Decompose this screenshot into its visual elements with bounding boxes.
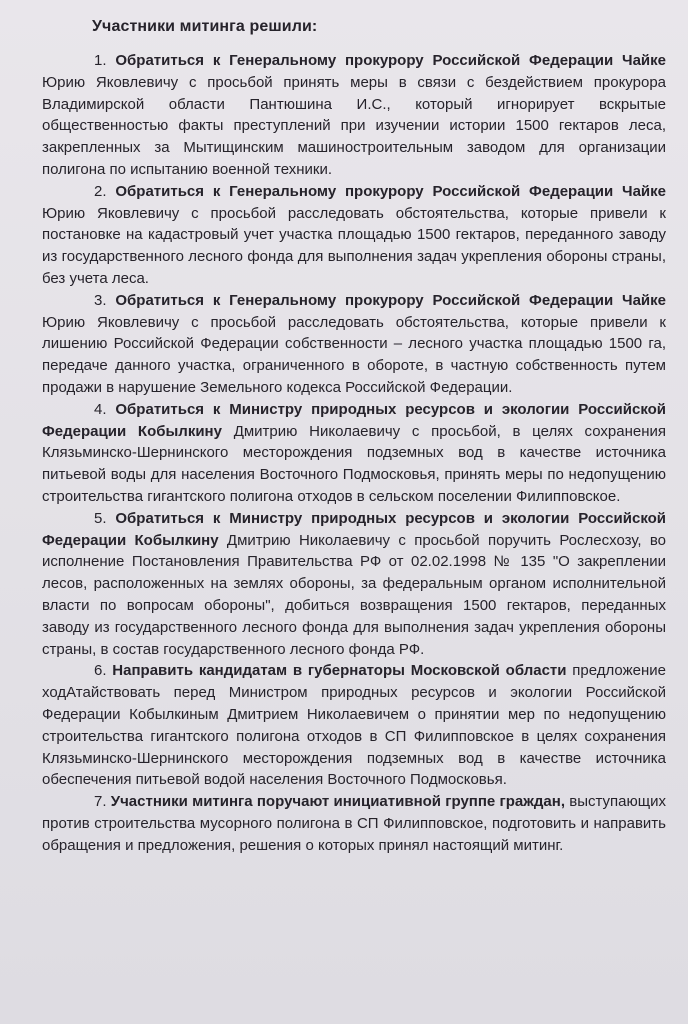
item-number: 7.: [94, 793, 107, 811]
resolution-item-6: [42, 660, 666, 791]
item-bold-lead: Обратиться к Генеральному прокурору Российской Федерации Чайке: [115, 182, 666, 200]
resolution-item-1: [42, 50, 666, 181]
resolution-item-5: [42, 508, 666, 661]
resolution-item-7: [42, 791, 666, 856]
resolution-item-4: [42, 399, 666, 508]
item-bold-lead: Направить кандидатам в губернаторы Московской области: [112, 662, 567, 680]
item-number: 2.: [94, 182, 107, 200]
resolution-item-2: [42, 181, 666, 290]
item-text: Дмитрию Николаевичу с просьбой поручить Рослесхозу, во исполнение Постановления Правительства РФ от 02.02.1998 № 135 "О закреплении лесов, расположенных на землях обороны, за федеральным органом исполнительной власти по вопросам обороны", добиться возвращения 1500 гектаров, переданных заводу из государственного лесного фонда для выполнения задач укрепления обороны страны, в состав государственного лесного фонда РФ.: [42, 531, 666, 658]
item-number: 3.: [94, 291, 107, 309]
item-text: предложение ходАтайствовать перед Министром природных ресурсов и экологии Российской Федерации Кобылкиным Дмитрием Николаевичем о принятии мер по недопущению строительства гигантского полигона отходов в СП Филипповское в целях сохранения Клязьминско-Шернинского месторождения подземных вод в качестве источника обеспечения питьевой водой населения Восточного Подмосковья.: [42, 662, 666, 789]
item-bold-lead: Обратиться к Министру природных ресурсов и экологии Российской Федерации Кобылкину: [42, 509, 667, 549]
item-text: Юрию Яковлевичу с просьбой расследовать обстоятельства, которые привели к постановке на кадастровый учет участка площадью 1500 гектаров, переданного заводу из государственного лесного фонда для выполнения задач укрепления обороны страны, без учета леса.: [42, 204, 666, 287]
item-text: выступающих против строительства мусорного полигона в СП Филипповское, подготовить и направить обращения и предложения, решения о которых принял настоящий митинг.: [42, 793, 666, 854]
item-number: 5.: [94, 509, 107, 527]
resolution-item-3: [42, 290, 666, 399]
item-text: Юрию Яковлевичу с просьбой принять меры в связи с бездействием прокурора Владимирской области Пантюшина И.С., который игнорирует вскрытые общественностью факты преступлений при изучении истории 1500 гектаров леса, закрепленных за Мытищинским машиностроительным заводом для организации полигона по испытанию военной техники.: [42, 73, 666, 178]
item-number: 1.: [94, 52, 107, 69]
item-number: 4.: [94, 400, 107, 418]
item-bold-lead: Обратиться к Генеральному прокурору Российской Федерации Чайке: [115, 291, 666, 309]
item-bold-lead: Обратиться к Генеральному прокурору Российской Федерации Чайке: [115, 52, 666, 69]
item-text: Дмитрию Николаевичу с просьбой, в целях сохранения Клязьминско-Шернинского месторождения подземных вод в качестве источника питьевой воды для населения Восточного Подмосковья, принять меры по недопущению строительства гигантского полигона отходов в сельском поселении Филипповское.: [42, 422, 666, 505]
item-bold-lead: Участники митинга поручают инициативной группе граждан,: [110, 793, 565, 811]
item-number: 6.: [94, 662, 107, 680]
document-heading: Участники митинга решили:: [92, 18, 318, 35]
item-text: Юрию Яковлевичу с просьбой расследовать обстоятельства, которые привели к лишению Российской Федерации собственности – лесного участка площадью 1500 га, передаче данного участка, ограниченного в обороте, в частную собственность путем продажи в нарушение Земельного кодекса Российской Федерации.: [42, 313, 666, 396]
item-bold-lead: Обратиться к Министру природных ресурсов и экологии Российской Федерации Кобылкину: [42, 400, 667, 440]
